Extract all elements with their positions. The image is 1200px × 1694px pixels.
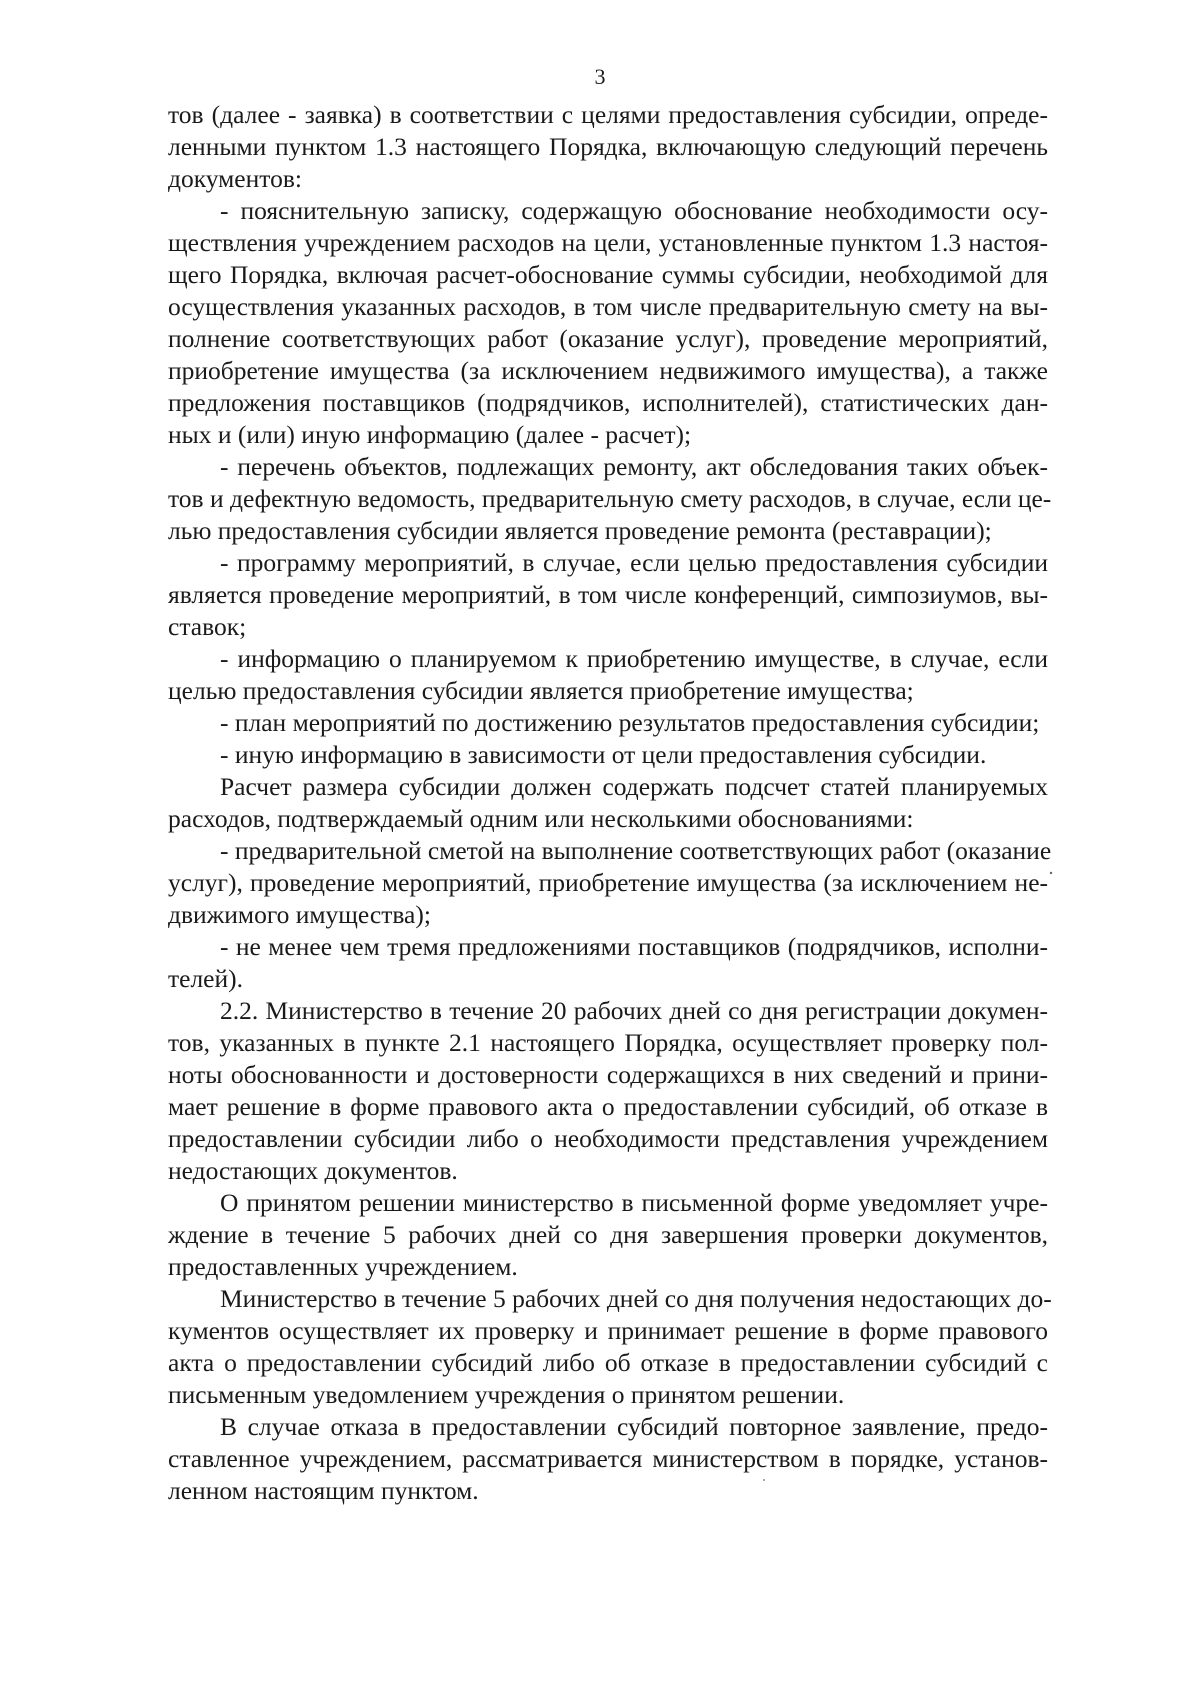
text-line: ставок;: [168, 612, 247, 641]
text-line: лью предоставления субсидии является проведение ремонта (реставрации);: [168, 516, 992, 545]
text-line: ных и (или) иную информацию (далее - расчет);: [168, 420, 692, 449]
text-line: тов, указанных в пункте 2.1 настоящего Порядка, осуществляет проверку пол-: [168, 1028, 1048, 1057]
text-line: ленном настоящим пунктом.: [168, 1476, 479, 1505]
text-line: недостающих документов.: [168, 1156, 458, 1185]
text-line: - перечень объектов, подлежащих ремонту, акт обследования таких объек-: [220, 452, 1048, 481]
text-line: ществления учреждением расходов на цели, установленные пунктом 1.3 настоя-: [168, 228, 1048, 257]
text-line: услуг), проведение мероприятий, приобретение имущества (за исключением не-: [168, 868, 1048, 897]
text-line: - пояснительную записку, содержащую обоснование необходимости осу-: [220, 196, 1048, 225]
text-line: приобретение имущества (за исключением недвижимого имущества), а также: [168, 356, 1048, 385]
text-line: тов и дефектную ведомость, предварительную смету расходов, в случае, если це-: [168, 484, 1052, 513]
text-line: акта о предоставлении субсидий либо об отказе в предоставлении субсидий с: [168, 1348, 1048, 1377]
text-line: ноты обоснованности и достоверности содержащихся в них сведений и прини-: [168, 1060, 1048, 1089]
text-line: осуществления указанных расходов, в том числе предварительную смету на вы-: [168, 292, 1048, 321]
text-line: предоставленных учреждением.: [168, 1252, 518, 1281]
text-line: 2.2. Министерство в течение 20 рабочих дней со дня регистрации докумен-: [220, 996, 1048, 1025]
text-line: - информацию о планируемом к приобретению имуществе, в случае, если: [220, 644, 1048, 673]
text-line: документов:: [168, 164, 302, 193]
text-line: ленными пунктом 1.3 настоящего Порядка, включающую следующий перечень: [168, 132, 1048, 161]
text-line: тов (далее - заявка) в соответствии с целями предоставления субсидии, опреде-: [168, 100, 1048, 129]
text-line: письменным уведомлением учреждения о принятом решении.: [168, 1380, 845, 1409]
scan-speck: [1050, 872, 1052, 874]
text-line: мает решение в форме правового акта о предоставлении субсидий, об отказе в: [168, 1092, 1048, 1121]
text-line: - программу мероприятий, в случае, если целью предоставления субсидии: [220, 548, 1048, 577]
text-line: Расчет размера субсидии должен содержать подсчет статей планируемых: [220, 772, 1048, 801]
text-line: является проведение мероприятий, в том числе конференций, симпозиумов, вы-: [168, 580, 1048, 609]
text-line: - план мероприятий по достижению результатов предоставления субсидии;: [220, 708, 1040, 737]
text-line: предоставлении субсидии либо о необходимости представления учреждением: [168, 1124, 1048, 1153]
page-number: 3: [594, 64, 606, 89]
text-line: предложения поставщиков (подрядчиков, исполнителей), статистических дан-: [168, 388, 1048, 417]
text-line: О принятом решении министерство в письменной форме уведомляет учре-: [220, 1188, 1048, 1217]
text-line: - не менее чем тремя предложениями поставщиков (подрядчиков, исполни-: [220, 932, 1048, 961]
text-line: ждение в течение 5 рабочих дней со дня завершения проверки документов,: [168, 1220, 1048, 1249]
text-line: В случае отказа в предоставлении субсидий повторное заявление, предо-: [220, 1412, 1048, 1441]
text-line: кументов осуществляет их проверку и принимает решение в форме правового: [168, 1316, 1048, 1345]
scan-speck: [763, 1479, 765, 1481]
text-line: - предварительной сметой на выполнение соответствующих работ (оказание: [220, 836, 1052, 865]
text-line: телей).: [168, 964, 244, 993]
text-line: Министерство в течение 5 рабочих дней со дня получения недостающих до-: [220, 1284, 1052, 1313]
text-line: ставленное учреждением, рассматривается министерством в порядке, установ-: [168, 1444, 1048, 1473]
text-line: расходов, подтверждаемый одним или несколькими обоснованиями:: [168, 804, 914, 833]
text-line: щего Порядка, включая расчет-обоснование суммы субсидии, необходимой для: [168, 260, 1048, 289]
text-line: целью предоставления субсидии является приобретение имущества;: [168, 676, 914, 705]
text-line: движимого имущества);: [168, 900, 431, 929]
text-line: полнение соответствующих работ (оказание услуг), проведение мероприятий,: [168, 324, 1048, 353]
text-line: - иную информацию в зависимости от цели предоставления субсидии.: [220, 740, 987, 769]
